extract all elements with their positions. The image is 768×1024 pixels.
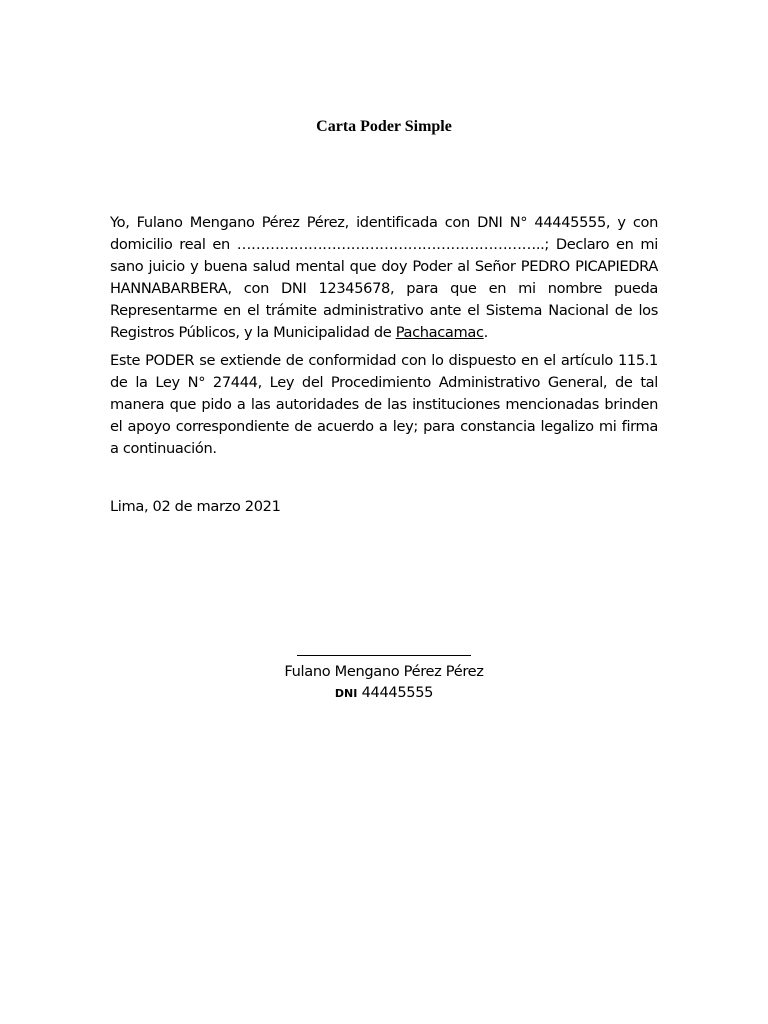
dni-label: DNI [334, 687, 358, 700]
signatory-dni [0, 682, 768, 705]
declaration-text: Yo, Fulano Mengano Pérez Pérez, identificada con DNI N° 44445555, y con domicilio real en ………………………………………………………..; Declaro en mi sano juicio y buena salud mental que doy Poder al Señor PEDRO PICAPIEDRA HANNABARBERA, con DNI 12345678, para que en mi nombre pueda Representarme en el trámite administrativo ante el Sistema Nacional de los Registros Públicos, y la Municipalidad de [110, 214, 658, 341]
signature-line [297, 655, 471, 656]
signatory-name: Fulano Mengano Pérez Pérez [284, 663, 484, 680]
document-title: Carta Poder Simple [316, 118, 452, 135]
power-extension-paragraph: Este PODER se extiende de conformidad con lo dispuesto en el artículo 115.1 de la Ley N° 27444, Ley del Procedimiento Administrativo General, de tal manera que pido a las autoridades de las instituciones mencionadas brinden el apoyo correspondiente de acuerdo a ley; para constancia legalizo mi firma a continuación. [110, 352, 658, 457]
declaration-paragraph [110, 212, 658, 344]
dni-number: 44445555 [361, 684, 434, 701]
declaration-period: . [483, 324, 488, 341]
date-line: Lima, 02 de marzo 2021 [110, 498, 281, 515]
municipality-name: Pachacamac [395, 324, 484, 341]
